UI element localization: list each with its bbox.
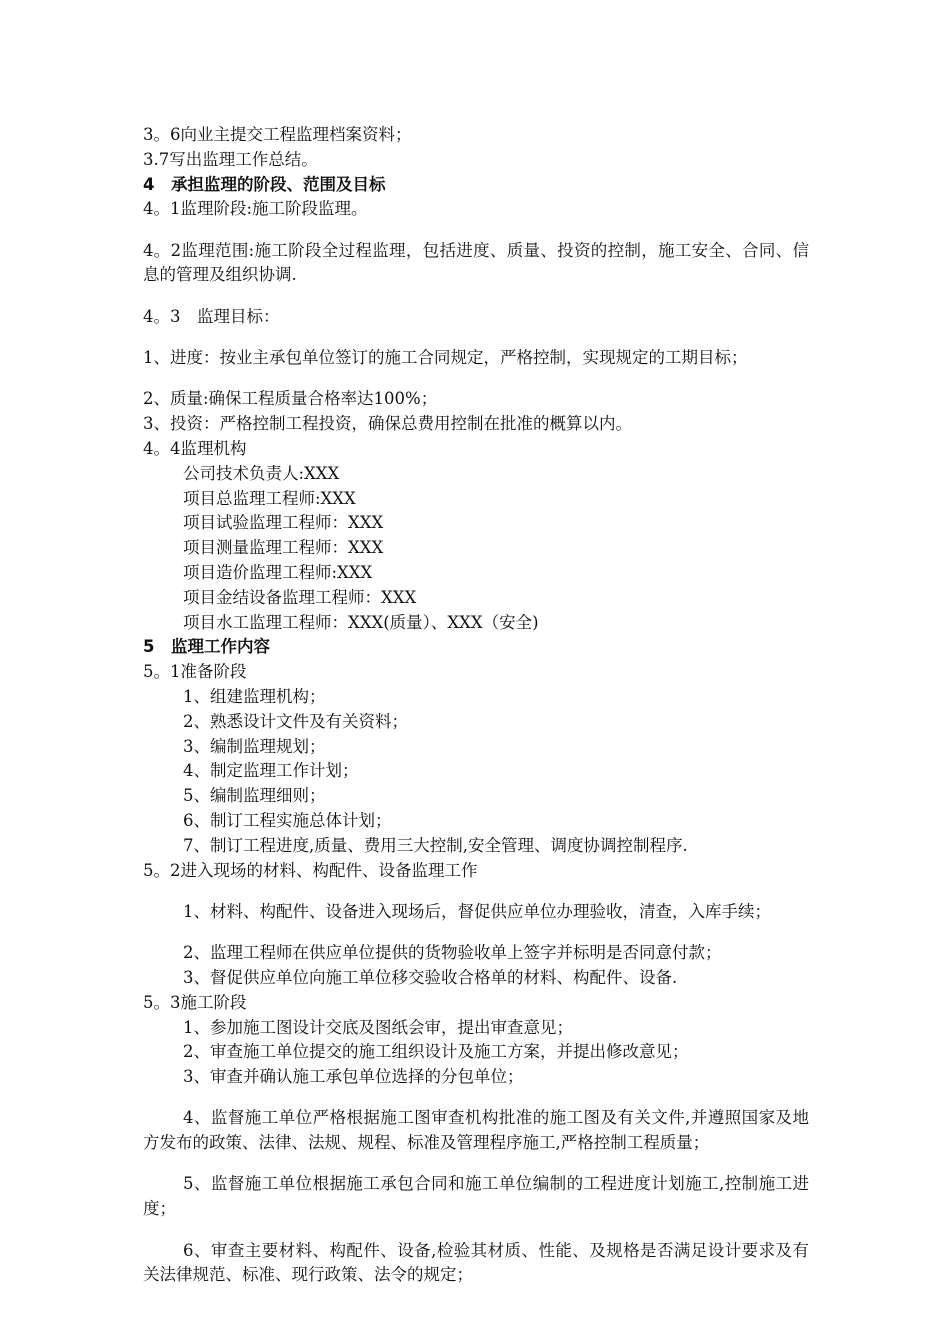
material-item: 3、督促供应单位向施工单位移交验收合格单的材料、构配件、设备.	[183, 967, 678, 987]
prep-item: 5、编制监理细则；	[183, 786, 326, 806]
section-5-heading: 5 监理工作内容	[143, 637, 270, 657]
prep-item: 2、熟悉设计文件及有关资料；	[183, 711, 408, 731]
item-4-2: 4。2监理范围:施工阶段全过程监理，包括进度、质量、投资的控制，施工安全、合同、信息的管理及组织协调.	[143, 240, 809, 285]
construction-item: 2、审查施工单位提交的施工组织设计及施工方案，并提出修改意见；	[183, 1042, 689, 1062]
material-item: 2、监理工程师在供应单位提供的货物验收单上签字并标明是否同意付款；	[183, 943, 722, 963]
construction-item: 6、审查主要材料、构配件、设备,检验其材质、性能、及规格是否满足设计要求及有关法律规范、标准、现行政策、法令的规定；	[143, 1240, 809, 1285]
item-4-3: 4。3 监理目标：	[143, 306, 280, 326]
construction-item: 5、监督施工单位根据施工承包合同和施工单位编制的工程进度计划施工,控制施工进度；	[143, 1174, 809, 1219]
prep-item: 1、组建监理机构；	[183, 686, 326, 706]
goal-investment: 3、投资：严格控制工程投资，确保总费用控制在批准的概算以内。	[143, 414, 632, 434]
prep-item: 3、编制监理规划；	[183, 736, 326, 756]
org-member: 项目总监理工程师:XXX	[183, 488, 356, 508]
prep-item: 7、制订工程进度,质量、费用三大控制,安全管理、调度协调控制程序.	[183, 835, 688, 855]
item-3-7: 3.7写出监理工作总结。	[143, 149, 318, 169]
item-4-4: 4。4监理机构	[143, 438, 247, 458]
prep-item: 4、制定监理工作计划；	[183, 761, 359, 781]
org-member: 项目测量监理工程师：XXX	[183, 538, 384, 558]
item-5-3: 5。3施工阶段	[143, 992, 247, 1012]
goal-quality: 2、质量:确保工程质量合格率达100%；	[143, 389, 438, 409]
item-5-2: 5。2进入现场的材料、构配件、设备监理工作	[143, 860, 478, 880]
org-member: 项目试验监理工程师：XXX	[183, 513, 384, 533]
org-member: 公司技术负责人:XXX	[183, 463, 340, 483]
item-4-1: 4。1监理阶段:施工阶段监理。	[143, 199, 368, 219]
goal-schedule: 1、进度：按业主承包单位签订的施工合同规定，严格控制，实现规定的工期目标；	[143, 348, 748, 368]
item-5-1: 5。1准备阶段	[143, 662, 247, 682]
construction-item: 4、监督施工单位严格根据施工图审查机构批准的施工图及有关文件,并遵照国家及地方发布的政策、法律、法规、规程、标准及管理程序施工,严格控制工程质量；	[143, 1108, 809, 1153]
construction-item: 1、参加施工图设计交底及图纸会审，提出审查意见；	[183, 1017, 573, 1037]
material-item: 1、材料、构配件、设备进入现场后，督促供应单位办理验收，清查，入库手续；	[183, 901, 771, 921]
org-member: 项目造价监理工程师:XXX	[183, 562, 373, 582]
prep-item: 6、制订工程实施总体计划；	[183, 810, 392, 830]
document-body	[143, 123, 809, 1305]
section-4-heading: 4 承担监理的阶段、范围及目标	[143, 174, 386, 194]
org-member: 项目金结设备监理工程师：XXX	[183, 587, 417, 607]
item-3-6: 3。6向业主提交工程监理档案资料；	[143, 125, 412, 144]
construction-item: 3、审查并确认施工承包单位选择的分包单位；	[183, 1067, 524, 1087]
org-member: 项目水工监理工程师：XXX(质量）、XXX（安全)	[183, 612, 539, 632]
